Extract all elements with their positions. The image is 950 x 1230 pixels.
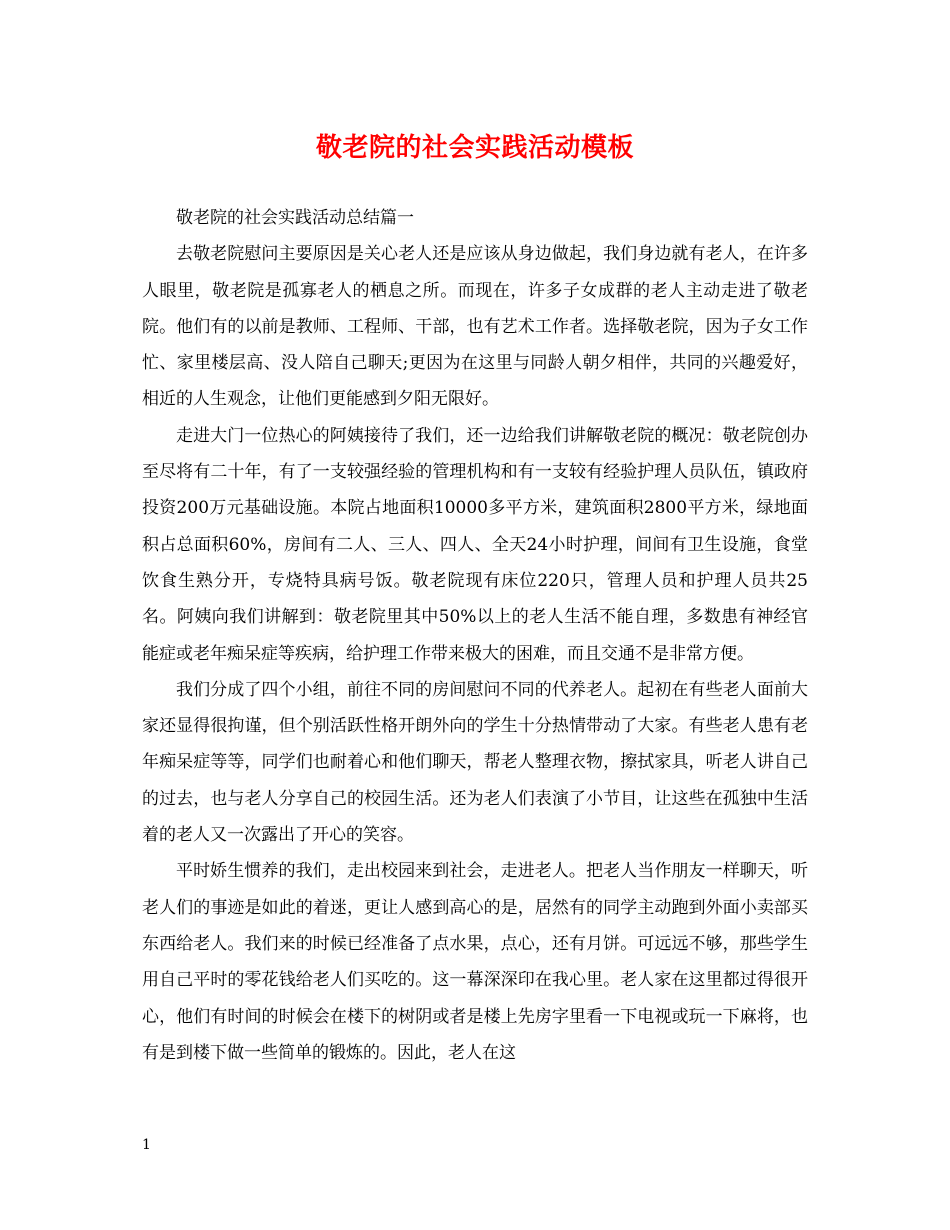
body-paragraph: 走进大门一位热心的阿姨接待了我们，还一边给我们讲解敬老院的概况：敬老院创办至尽将有二十年，有了一支较强经验的管理机构和有一支较有经验护理人员队伍，镇政府投资200万元基础设施。本院占地面积10000多平方米，建筑面积2800平方米，绿地面积占总面积60%，房间有二人、三人、四人、全天24小时护理，间间有卫生设施，食堂饮食生熟分开，专烧特具病号饭。敬老院现有床位220只，管理人员和护理人员共25名。阿姨向我们讲解到：敬老院里其中50%以上的老人生活不能自理，多数患有神经官能症或老年痴呆症等疾病，给护理工作带来极大的困难，而且交通不是非常方便。 [142,425,808,664]
section-heading: 敬老院的社会实践活动总结篇一 [176,208,414,228]
body-paragraph: 去敬老院慰问主要原因是关心老人还是应该从身边做起，我们身边就有老人，在许多人眼里，敬老院是孤寡老人的栖息之所。而现在，许多子女成群的老人主动走进了敬老院。他们有的以前是教师、工程师、干部，也有艺术工作者。选择敬老院，因为子女工作忙、家里楼层高、没人陪自己聊天;更因为在这里与同龄人朝夕相伴，共同的兴趣爱好，相近的人生观念，让他们更能感到夕阳无限好。 [142,244,808,410]
document-body [142,200,808,1071]
page-number: 1 [142,1137,151,1153]
document-title: 敬老院的社会实践活动模板 [315,133,634,163]
body-paragraph: 平时娇生惯养的我们，走出校园来到社会，走进老人。把老人当作朋友一样聊天，听老人们的事迹是如此的着迷，更让人感到高心的是，居然有的同学主动跑到外面小卖部买东西给老人。我们来的时候已经准备了点水果，点心，还有月饼。可远远不够，那些学生用自己平时的零花钱给老人们买吃的。这一幕深深印在我心里。老人家在这里都过得很开心，他们有时间的时候会在楼下的树阴或者是楼上先房字里看一下电视或玩一下麻将，也有是到楼下做一些简单的锻炼的。因此，老人在这 [142,861,808,1063]
body-paragraph: 我们分成了四个小组，前往不同的房间慰问不同的代养老人。起初在有些老人面前大家还显得很拘谨，但个别活跃性格开朗外向的学生十分热情带动了大家。有些老人患有老年痴呆症等等，同学们也耐着心和他们聊天，帮老人整理衣物，擦拭家具，听老人讲自己的过去，也与老人分享自己的校园生活。还为老人们表演了小节目，让这些在孤独中生活着的老人又一次露出了开心的笑容。 [142,679,808,846]
